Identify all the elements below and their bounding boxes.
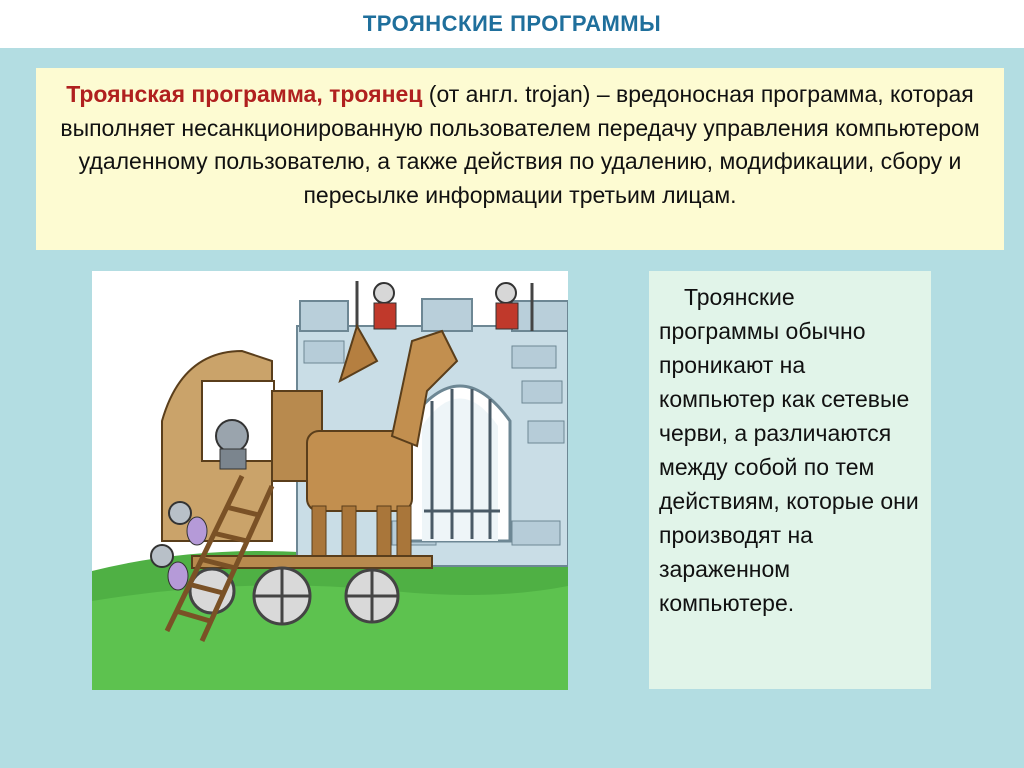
- definition-term: Троянская программа, троянец: [66, 81, 423, 107]
- side-text-box: [649, 271, 931, 689]
- definition-box: [36, 68, 1004, 250]
- slide-title: ТРОЯНСКИЕ ПРОГРАММЫ: [362, 11, 662, 36]
- trojan-horse-illustration: [92, 271, 568, 690]
- side-text: Троянские программы обычно проникают на компьютер как сетевые черви, а различаются между собой по тем действиям, которые они производят на зараженном компьютере.: [659, 284, 919, 616]
- slide-header: [0, 0, 1024, 48]
- definition-text: (от англ. trojan) – вредоносная программа, которая выполняет несанкционированную пользователем передачу управления компьютером удаленному пользователю, а также действия по удалению, модификации, сбору и пересылке информации третьим лицам.: [60, 81, 980, 208]
